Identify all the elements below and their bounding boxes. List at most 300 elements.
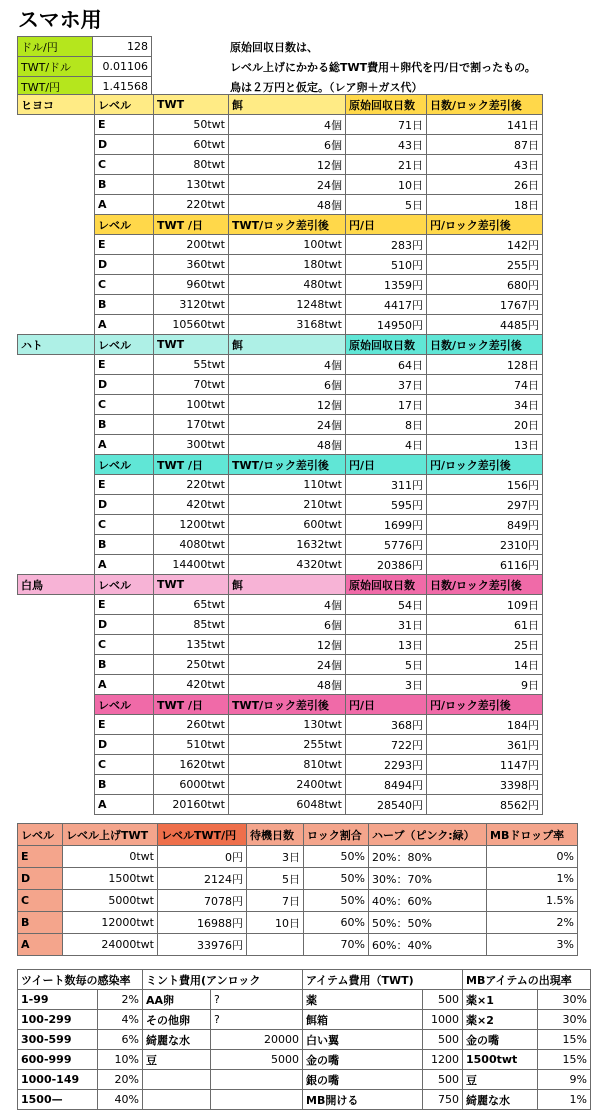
bottom-header-row: [18, 970, 591, 990]
value-cell: 4個: [229, 595, 346, 615]
table-row: [18, 868, 578, 890]
value-cell: 1%: [538, 1090, 591, 1110]
rate-value: 1.41568: [93, 77, 152, 97]
column-header: MBアイテムの出現率: [463, 970, 591, 990]
value-cell: 1200twt: [154, 515, 229, 535]
table-row: [18, 912, 578, 934]
value-cell: 141日: [427, 115, 543, 135]
value-cell: 4%: [98, 1010, 143, 1030]
table-row: [18, 375, 543, 395]
value-cell: 6048twt: [229, 795, 346, 815]
spacer-cell: [18, 175, 95, 195]
value-cell: 5000twt: [63, 890, 158, 912]
value-cell: 2400twt: [229, 775, 346, 795]
level-header-row: [18, 824, 578, 846]
spacer-cell: [18, 375, 95, 395]
value-cell: 9日: [427, 675, 543, 695]
value-cell: 3120twt: [154, 295, 229, 315]
value-cell: 500: [423, 990, 463, 1010]
value-cell: 80twt: [154, 155, 229, 175]
label-cell: 薬: [303, 990, 423, 1010]
value-cell: 34日: [427, 395, 543, 415]
value-cell: 510円: [346, 255, 427, 275]
value-cell: 20000: [211, 1030, 303, 1050]
value-cell: 3398円: [427, 775, 543, 795]
value-cell: 50twt: [154, 115, 229, 135]
value-cell: 1699円: [346, 515, 427, 535]
bird-name: ヒヨコ: [18, 95, 95, 115]
label-cell: [143, 1090, 211, 1110]
section-header-row: [18, 455, 543, 475]
value-cell: 142円: [427, 235, 543, 255]
value-cell: 510twt: [154, 735, 229, 755]
label-cell: 1500—: [18, 1090, 98, 1110]
label-cell: その他卵: [143, 1010, 211, 1030]
value-cell: 220twt: [154, 195, 229, 215]
spacer-cell: [18, 795, 95, 815]
value-cell: 2%: [487, 912, 578, 934]
table-row: [18, 615, 543, 635]
value-cell: 14日: [427, 655, 543, 675]
value-cell: 4320twt: [229, 555, 346, 575]
value-cell: 2124円: [158, 868, 247, 890]
rate-label: TWT/ドル: [18, 57, 93, 77]
value-cell: [211, 1070, 303, 1090]
value-cell: 3日: [346, 675, 427, 695]
column-header: レベル: [18, 824, 63, 846]
level-cell: B: [95, 295, 154, 315]
column-header: レベル: [95, 455, 154, 475]
column-header: ミント費用(アンロック: [143, 970, 303, 990]
value-cell: 20386円: [346, 555, 427, 575]
column-header: TWT /日: [154, 695, 229, 715]
value-cell: 5000: [211, 1050, 303, 1070]
value-cell: 180twt: [229, 255, 346, 275]
level-cell: B: [95, 655, 154, 675]
value-cell: ?: [211, 1010, 303, 1030]
label-cell: 1500twt: [463, 1050, 538, 1070]
spacer-cell: [18, 775, 95, 795]
value-cell: 100twt: [229, 235, 346, 255]
label-cell: AA卵: [143, 990, 211, 1010]
bird-tables: [17, 94, 543, 815]
table-row: [18, 535, 543, 555]
column-header: TWT: [154, 335, 229, 355]
level-cell: C: [95, 275, 154, 295]
value-cell: 9%: [538, 1070, 591, 1090]
column-header: レベル: [95, 335, 154, 355]
value-cell: ?: [211, 990, 303, 1010]
spacer-cell: [18, 535, 95, 555]
level-cell: E: [95, 115, 154, 135]
table-row: [18, 934, 578, 956]
value-cell: 6000twt: [154, 775, 229, 795]
value-cell: 1000: [423, 1010, 463, 1030]
value-cell: 55twt: [154, 355, 229, 375]
level-cell: A: [18, 934, 63, 956]
value-cell: 1147円: [427, 755, 543, 775]
value-cell: 20%: [98, 1070, 143, 1090]
table-row: [18, 595, 543, 615]
value-cell: 30%: [538, 1010, 591, 1030]
column-header: TWT: [154, 95, 229, 115]
level-cell: C: [95, 755, 154, 775]
level-cell: A: [95, 195, 154, 215]
column-header: ロック割合: [304, 824, 369, 846]
level-cell: E: [95, 715, 154, 735]
label-cell: 豆: [143, 1050, 211, 1070]
level-cell: D: [95, 375, 154, 395]
spacer-cell: [18, 355, 95, 375]
column-header: 餌: [229, 335, 346, 355]
value-cell: 30%: [538, 990, 591, 1010]
section-header-row: [18, 695, 543, 715]
bird-name: 白鳥: [18, 575, 95, 595]
value-cell: 61日: [427, 615, 543, 635]
column-header: 原始回収日数: [346, 575, 427, 595]
level-cell: B: [18, 912, 63, 934]
label-cell: 綺麗な水: [143, 1030, 211, 1050]
value-cell: 1248twt: [229, 295, 346, 315]
section-header-row: [18, 335, 543, 355]
value-cell: 70%: [304, 934, 369, 956]
value-cell: 48個: [229, 675, 346, 695]
table-row: [18, 675, 543, 695]
spacer-cell: [18, 555, 95, 575]
value-cell: 15%: [538, 1050, 591, 1070]
table-row: [18, 195, 543, 215]
value-cell: 100twt: [154, 395, 229, 415]
value-cell: 6個: [229, 615, 346, 635]
column-header: MBドロップ率: [487, 824, 578, 846]
label-cell: 白い翼: [303, 1030, 423, 1050]
value-cell: 849円: [427, 515, 543, 535]
table-row: [18, 1030, 591, 1050]
table-row: [18, 1010, 591, 1030]
value-cell: 110twt: [229, 475, 346, 495]
label-cell: [143, 1070, 211, 1090]
table-row: [18, 175, 543, 195]
table-row: [18, 890, 578, 912]
value-cell: 5日: [247, 868, 304, 890]
value-cell: 71日: [346, 115, 427, 135]
level-cell: E: [95, 475, 154, 495]
value-cell: 12個: [229, 635, 346, 655]
column-header: 日数/ロック差引後: [427, 335, 543, 355]
value-cell: 600twt: [229, 515, 346, 535]
value-cell: 12000twt: [63, 912, 158, 934]
value-cell: 31日: [346, 615, 427, 635]
value-cell: 2293円: [346, 755, 427, 775]
value-cell: 260twt: [154, 715, 229, 735]
value-cell: 50%: [304, 890, 369, 912]
table-row: [18, 795, 543, 815]
value-cell: 7078円: [158, 890, 247, 912]
value-cell: 128日: [427, 355, 543, 375]
spacer-cell: [18, 135, 95, 155]
column-header: TWT: [154, 575, 229, 595]
value-cell: 54日: [346, 595, 427, 615]
note-line: レベル上げにかかる総TWT費用＋卵代を円/日で割ったもの。: [230, 61, 536, 74]
table-row: [18, 655, 543, 675]
value-cell: 3日: [247, 846, 304, 868]
section-header-row: [18, 95, 543, 115]
column-header: 円/ロック差引後: [427, 215, 543, 235]
value-cell: 65twt: [154, 595, 229, 615]
value-cell: 48個: [229, 195, 346, 215]
label-cell: 薬×1: [463, 990, 538, 1010]
table-row: [18, 355, 543, 375]
spacer-cell: [18, 435, 95, 455]
spacer-cell: [18, 735, 95, 755]
value-cell: 3%: [487, 934, 578, 956]
value-cell: 8日: [346, 415, 427, 435]
column-header: レベル: [95, 95, 154, 115]
value-cell: 0%: [487, 846, 578, 868]
spacer-cell: [18, 635, 95, 655]
label-cell: MB開ける: [303, 1090, 423, 1110]
table-row: [18, 235, 543, 255]
level-cell: A: [95, 315, 154, 335]
value-cell: 5日: [346, 195, 427, 215]
value-cell: 24個: [229, 175, 346, 195]
value-cell: 10日: [346, 175, 427, 195]
column-header: TWT/ロック差引後: [229, 455, 346, 475]
label-cell: 綺麗な水: [463, 1090, 538, 1110]
value-cell: 595円: [346, 495, 427, 515]
value-cell: 109日: [427, 595, 543, 615]
value-cell: 21日: [346, 155, 427, 175]
level-cell: C: [18, 890, 63, 912]
level-cell: A: [95, 795, 154, 815]
label-cell: 1000-149: [18, 1070, 98, 1090]
section-header-row: [18, 575, 543, 595]
value-cell: 170twt: [154, 415, 229, 435]
value-cell: 130twt: [229, 715, 346, 735]
bottom-tables: [17, 969, 591, 1110]
spacer-cell: [18, 115, 95, 135]
spacer-cell: [18, 655, 95, 675]
value-cell: 810twt: [229, 755, 346, 775]
value-cell: 28540円: [346, 795, 427, 815]
level-cell: A: [95, 555, 154, 575]
table-row: [18, 155, 543, 175]
value-cell: 368円: [346, 715, 427, 735]
value-cell: 20160twt: [154, 795, 229, 815]
spacer-cell: [18, 475, 95, 495]
value-cell: 20%：80%: [369, 846, 487, 868]
table-row: [18, 475, 543, 495]
level-cell: E: [18, 846, 63, 868]
value-cell: 4417円: [346, 295, 427, 315]
rate-value: 0.01106: [93, 57, 152, 77]
value-cell: 13日: [427, 435, 543, 455]
value-cell: 480twt: [229, 275, 346, 295]
column-header: レベル上げTWT: [63, 824, 158, 846]
level-cell: C: [95, 635, 154, 655]
column-header: 原始回収日数: [346, 95, 427, 115]
column-header: アイテム費用（TWT): [303, 970, 463, 990]
label-cell: 100-299: [18, 1010, 98, 1030]
value-cell: 74日: [427, 375, 543, 395]
value-cell: 20日: [427, 415, 543, 435]
table-row: [18, 255, 543, 275]
table-row: [18, 315, 543, 335]
value-cell: 60twt: [154, 135, 229, 155]
column-header: レベル: [95, 575, 154, 595]
value-cell: 8494円: [346, 775, 427, 795]
value-cell: 64日: [346, 355, 427, 375]
level-cell: E: [95, 595, 154, 615]
value-cell: 1%: [487, 868, 578, 890]
value-cell: 50%: [304, 846, 369, 868]
table-row: [18, 635, 543, 655]
label-cell: 金の嘴: [303, 1050, 423, 1070]
value-cell: 283円: [346, 235, 427, 255]
value-cell: 1500twt: [63, 868, 158, 890]
rate-value: 128: [93, 37, 152, 57]
value-cell: 1200: [423, 1050, 463, 1070]
column-header: 円/日: [346, 695, 427, 715]
value-cell: 50%: [304, 868, 369, 890]
value-cell: [211, 1090, 303, 1110]
table-row: [18, 1050, 591, 1070]
level-cell: C: [95, 515, 154, 535]
column-header: TWT /日: [154, 215, 229, 235]
value-cell: 16988円: [158, 912, 247, 934]
value-cell: 10560twt: [154, 315, 229, 335]
value-cell: 0円: [158, 846, 247, 868]
value-cell: 17日: [346, 395, 427, 415]
level-cell: D: [95, 255, 154, 275]
value-cell: 420twt: [154, 675, 229, 695]
column-header: レベル: [95, 695, 154, 715]
label-cell: 餌箱: [303, 1010, 423, 1030]
spacer-cell: [18, 675, 95, 695]
rate-label: ドル/円: [18, 37, 93, 57]
column-header: 餌: [229, 575, 346, 595]
table-row: [18, 275, 543, 295]
value-cell: 13日: [346, 635, 427, 655]
note-line: 原始回収日数は、: [230, 41, 318, 54]
label-cell: 300-599: [18, 1030, 98, 1050]
table-row: [18, 135, 543, 155]
value-cell: 15%: [538, 1030, 591, 1050]
spacer-cell: [18, 615, 95, 635]
spacer-cell: [18, 495, 95, 515]
spacer-cell: [18, 215, 95, 235]
value-cell: 60%: [304, 912, 369, 934]
page-title: スマホ用: [18, 8, 102, 32]
label-cell: 金の嘴: [463, 1030, 538, 1050]
label-cell: 豆: [463, 1070, 538, 1090]
value-cell: 200twt: [154, 235, 229, 255]
table-row: [18, 515, 543, 535]
value-cell: 40%：60%: [369, 890, 487, 912]
value-cell: 210twt: [229, 495, 346, 515]
value-cell: 4080twt: [154, 535, 229, 555]
level-cell: D: [18, 868, 63, 890]
level-cell: B: [95, 535, 154, 555]
value-cell: 70twt: [154, 375, 229, 395]
column-header: 日数/ロック差引後: [427, 95, 543, 115]
value-cell: 30%：70%: [369, 868, 487, 890]
value-cell: 361円: [427, 735, 543, 755]
value-cell: 0twt: [63, 846, 158, 868]
column-header: 円/日: [346, 215, 427, 235]
column-header: 原始回収日数: [346, 335, 427, 355]
value-cell: 184円: [427, 715, 543, 735]
spacer-cell: [18, 235, 95, 255]
value-cell: 7日: [247, 890, 304, 912]
value-cell: 3168twt: [229, 315, 346, 335]
column-header: レベル: [95, 215, 154, 235]
value-cell: 4個: [229, 355, 346, 375]
label-cell: 銀の嘴: [303, 1070, 423, 1090]
table-row: [18, 115, 543, 135]
table-row: [18, 415, 543, 435]
value-cell: 12個: [229, 395, 346, 415]
table-row: [18, 715, 543, 735]
label-cell: 600-999: [18, 1050, 98, 1070]
value-cell: 43日: [427, 155, 543, 175]
value-cell: 255円: [427, 255, 543, 275]
spacer-cell: [18, 515, 95, 535]
value-cell: 4485円: [427, 315, 543, 335]
level-cell: B: [95, 415, 154, 435]
spacer-cell: [18, 695, 95, 715]
label-cell: 薬×2: [463, 1010, 538, 1030]
value-cell: 10%: [98, 1050, 143, 1070]
table-row: [18, 295, 543, 315]
value-cell: 6個: [229, 375, 346, 395]
level-cell: D: [95, 135, 154, 155]
level-cell: D: [95, 735, 154, 755]
rate-label: TWT/円: [18, 77, 93, 97]
value-cell: 85twt: [154, 615, 229, 635]
value-cell: 40%: [98, 1090, 143, 1110]
table-row: [18, 990, 591, 1010]
note-line: 鳥は２万円と仮定。（レア卵＋ガス代）: [230, 81, 423, 94]
value-cell: 135twt: [154, 635, 229, 655]
value-cell: 6個: [229, 135, 346, 155]
spacer-cell: [18, 595, 95, 615]
value-cell: 4個: [229, 115, 346, 135]
value-cell: 250twt: [154, 655, 229, 675]
value-cell: 420twt: [154, 495, 229, 515]
level-cell: E: [95, 235, 154, 255]
column-header: TWT /日: [154, 455, 229, 475]
value-cell: 1.5%: [487, 890, 578, 912]
spacer-cell: [18, 395, 95, 415]
column-header: レベルTWT/円: [158, 824, 247, 846]
spacer-cell: [18, 715, 95, 735]
table-row: [18, 735, 543, 755]
level-cell: A: [95, 435, 154, 455]
level-table: [17, 823, 578, 956]
column-header: 円/ロック差引後: [427, 695, 543, 715]
table-row: [18, 755, 543, 775]
value-cell: 33976円: [158, 934, 247, 956]
value-cell: 25日: [427, 635, 543, 655]
value-cell: 220twt: [154, 475, 229, 495]
value-cell: 5776円: [346, 535, 427, 555]
value-cell: 360twt: [154, 255, 229, 275]
level-cell: C: [95, 155, 154, 175]
column-header: 円/日: [346, 455, 427, 475]
value-cell: 48個: [229, 435, 346, 455]
value-cell: 43日: [346, 135, 427, 155]
